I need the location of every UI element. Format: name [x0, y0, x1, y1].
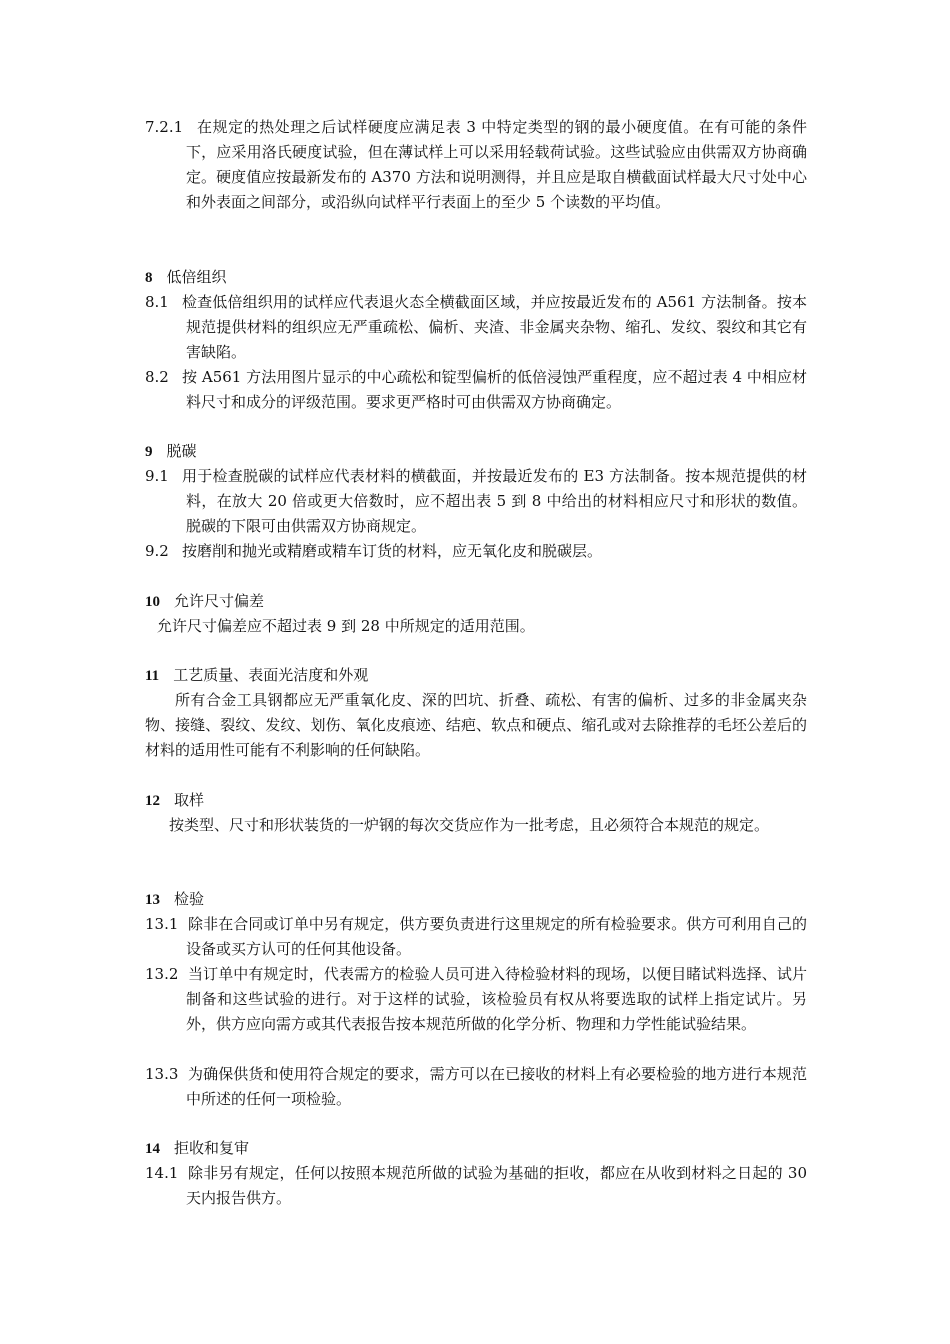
section-number: 11 [145, 668, 160, 684]
clause-number: 8.1 [145, 293, 169, 311]
clause-number: 9.1 [145, 467, 169, 485]
clause-number: 7.2.1 [145, 118, 184, 136]
clause-text: 按 A561 方法用图片显示的中心疏松和锭型偏析的低倍浸蚀严重程度，应不超过表 4 中相应材料尺寸和成分的评级范围。要求更严格时可由供需双方协商确定。 [182, 368, 807, 411]
section-title: 低倍组织 [166, 268, 227, 286]
section-title: 拒收和复审 [174, 1139, 250, 1157]
clause-text: 在规定的热处理之后试样硬度应满足表 3 中特定类型的钢的最小硬度值。在有可能的条件下，应采用洛氏硬度试验，但在薄试样上可以采用轻载荷试验。这些试验应由供需双方协商确定。硬度值应按最新发布的 A370 方法和说明测得，并且应是取自横截面试样最大尺寸处中心和外表面之间部分，或沿纵向试样平行表面上的至少 5 个读数的平均值。 [186, 118, 807, 211]
clause-text: 为确保供货和使用符合规定的要求，需方可以在已接收的材料上有必要检验的地方进行本规范中所述的任何一项检验。 [186, 1065, 807, 1108]
clause-number: 8.2 [145, 368, 169, 386]
clause-8-1 [145, 290, 807, 365]
clause-8-2 [145, 365, 807, 415]
section-number: 8 [145, 270, 153, 286]
clause-text: 除非另有规定，任何以按照本规范所做的试验为基础的拒收，都应在从收到材料之日起的 30 天内报告供方。 [186, 1164, 807, 1207]
clause-13-1 [145, 912, 807, 962]
section-heading-10 [145, 589, 264, 615]
clause-9-2 [145, 539, 807, 564]
section-11-body [145, 688, 807, 763]
clause-13-2 [145, 962, 807, 1037]
clause-number: 13.1 [145, 915, 179, 933]
section-number: 10 [145, 594, 160, 610]
section-heading-11 [145, 663, 368, 689]
section-number: 14 [145, 1141, 160, 1157]
section-12-body [145, 813, 807, 838]
section-title: 工艺质量、表面光洁度和外观 [173, 666, 369, 684]
clause-number: 13.2 [145, 965, 179, 983]
section-heading-9 [145, 439, 197, 465]
clause-text: 除非在合同或订单中另有规定，供方要负责进行这里规定的所有检验要求。供方可利用自己的设备或买方认可的任何其他设备。 [186, 915, 807, 958]
clause-text: 用于检查脱碳的试样应代表材料的横截面，并按最近发布的 E3 方法制备。按本规范提供的材料，在放大 20 倍或更大倍数时，应不超出表 5 到 8 中给出的材料相应尺寸和形状的数值。脱碳的下限可由供需双方协商规定。 [182, 467, 807, 535]
section-10-body [145, 614, 807, 639]
clause-number: 13.3 [145, 1065, 179, 1083]
clause-9-1 [145, 464, 807, 539]
clause-number: 9.2 [145, 542, 169, 560]
section-heading-8 [145, 265, 227, 291]
section-heading-13 [145, 887, 204, 913]
section-heading-12 [145, 788, 204, 814]
clause-7-2-1 [145, 115, 807, 215]
section-text: 所有合金工具钢都应无严重氧化皮、深的凹坑、折叠、疏松、有害的偏析、过多的非金属夹杂物、接缝、裂纹、发纹、划伤、氧化皮痕迹、结疤、软点和硬点、缩孔或对去除推荐的毛坯公差后的材料的适用性可能有不利影响的任何缺陷。 [145, 691, 807, 759]
clause-14-1 [145, 1161, 807, 1211]
section-text: 允许尺寸偏差应不超过表 9 到 28 中所规定的适用范围。 [157, 617, 535, 635]
clause-text: 按磨削和抛光或精磨或精车订货的材料，应无氧化皮和脱碳层。 [182, 542, 603, 560]
clause-text: 当订单中有规定时，代表需方的检验人员可进入待检验材料的现场，以便目睹试料选择、试片制备和这些试验的进行。对于这样的试验，该检验员有权从将要选取的试样上指定试片。另外，供方应向需方或其代表报告按本规范所做的化学分析、物理和力学性能试验结果。 [186, 965, 807, 1033]
section-number: 13 [145, 892, 160, 908]
section-title: 检验 [174, 890, 205, 908]
section-title: 允许尺寸偏差 [174, 592, 265, 610]
section-text: 按类型、尺寸和形状装货的一炉钢的每次交货应作为一批考虑，且必须符合本规范的规定。 [169, 816, 770, 834]
section-number: 9 [145, 444, 153, 460]
clause-13-3 [145, 1062, 807, 1112]
clause-number: 14.1 [145, 1164, 179, 1182]
section-title: 取样 [174, 791, 205, 809]
section-number: 12 [145, 793, 160, 809]
section-title: 脱碳 [166, 442, 197, 460]
section-heading-14 [145, 1136, 249, 1162]
clause-text: 检查低倍组织用的试样应代表退火态全横截面区域，并应按最近发布的 A561 方法制备。按本规范提供材料的组织应无严重疏松、偏析、夹渣、非金属夹杂物、缩孔、发纹、裂纹和其它有害缺陷。 [182, 293, 807, 361]
